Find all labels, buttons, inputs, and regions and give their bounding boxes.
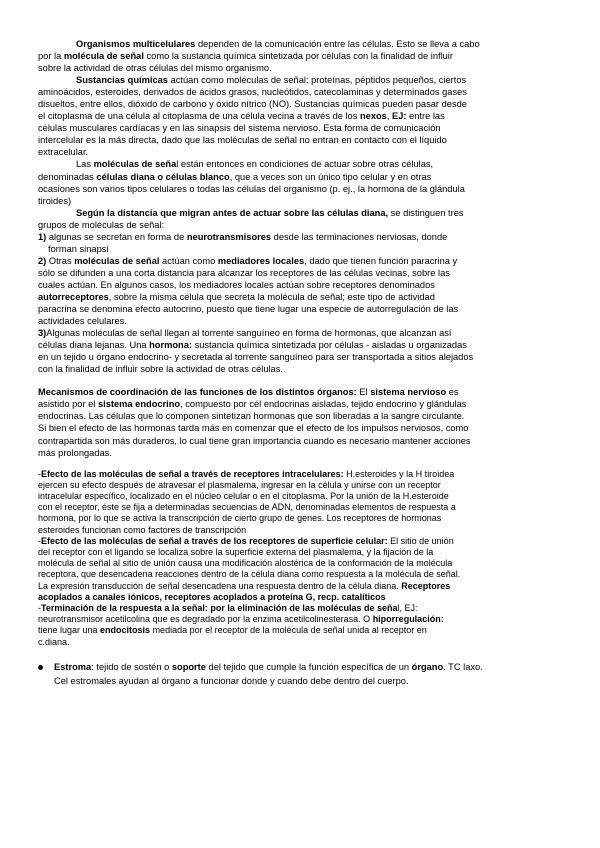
- term-sistema-endocrino: sistema endocrino: [97, 399, 181, 410]
- term-endocitosis: endocitosis: [100, 625, 151, 636]
- term-moleculas-de-senal: moléculas de seña: [93, 159, 177, 170]
- term-hormona: hormona:: [149, 340, 192, 351]
- term-organismos-multicelulares: Organismos multicelulares: [76, 39, 196, 49]
- bullet-dot-icon: [38, 665, 43, 670]
- paragraph-multicellular: Organismos multicelulares dependen de la comunicación entre las células. Esto se lleva a cabo por la molécula de señal como la sustancia química sintetizada por células con la finalidad de influir sobre la actividad de otras células del mismo organismo.: [38, 39, 480, 74]
- heading-mecanismos: Mecanismos de coordinación de las funciones de los distintos órganos:: [38, 387, 357, 398]
- heading-segun-distancia: Según la distancia que migran antes de actuar sobre las células diana,: [76, 207, 389, 218]
- term-soporte: soporte: [171, 661, 206, 672]
- term-organo: órgano: [411, 661, 444, 672]
- term-celulas-diana: células diana o células blanco: [96, 171, 230, 182]
- term-nexos: nexos: [359, 111, 387, 122]
- paragraph-efectos: -Efecto de las moléculas de señal a través de receptores intracelulares: H.esteroides y la H tiroidea ejercen su efecto después de atravesar el plasmalema, ingresar en la célula y unirse con un receptor intracelular específico, localizado en el núcleo celular o en el citoplasma. Por la unión de la H.esteroide con el receptor, éste se fija a determinadas secuencias de ADN, denominadas elementos de respuesta a hormona, por lo que se activa la transcripción de cierto grupo de genes. Los receptores de hormonas esteroides funcionan como factores de transcripción -Efecto de las moléculas de señal a través de los receptores de superficie celular: El sitio de unión del receptor con el ligando se localiza sobre la superficie externa del plasmalema, y la fijación de la molécula de señal al sitio de unión causa una modificación alostérica de la conformación de la molécula receptora, que desencadena reacciones dentro de la célula diana como respuesta a la molécula de señal. La expresión transducción de señal desencadena una respuesta dentro de la célula diana. Receptores acoplados a canales iónicos, receptores acoplados a proteína G, recp. catalíticos -Terminación de la respuesta a la señal: por la eliminación de las moléculas de señal, EJ: neurotransmisor acetilcolina que es degradado por la enzima acetilcolinesterasa. O hiporregulación: tiene lugar una endocitosis mediada por el receptor de la molécula de señal unida al receptor en c.diana.: [38, 468, 461, 647]
- term-molecula-de-senal: molécula de señal: [63, 51, 144, 62]
- term-sustancias-quimicas: Sustancias químicas: [76, 75, 168, 86]
- term-tipos-receptores: acoplados a canales iónicos, receptores acoplados a proteína G, recp. catalíticos: [38, 591, 386, 602]
- term-neurotransmisores: neurotransmisores: [186, 231, 272, 242]
- term-sistema-nervioso: sistema nervioso: [370, 387, 447, 398]
- paragraph-mecanismos: Mecanismos de coordinación de las funciones de los distintos órganos: El sistema nervioso es asistido por el sistema endocrino, compuesto por cél endocrinas aisladas, tejido endocrino y glándulas endocrinas. Las células que lo componen sintetizan hormonas que son liberadas a la sangre circulante. Si bien el efecto de las hormonas tarda más en comenzar que el efecto de los impulsos nerviosos, como contrapartida son más duraderos, lo cual tiene gran importancia cuando es necesario mantener acciones más prolongadas.: [38, 387, 471, 458]
- paragraph-sustancias-quimicas: Sustancias químicas actúan como moléculas de señal: proteínas, péptidos pequeños, ciertos aminoácidos, esteroides, derivados de ácidos grasos, nucleótidos, catecolaminas y determinados gases disueltos, entre ellos, dióxido de carbono y óxido nítrico (NO). Sustancias químicas pueden pasar desde el citoplasma de una célula al citoplasma de una célula vecina a través de los nexos, EJ: entre las células musculares cardíacas y en las sinapsis del sistema nervioso. Esta forma de comunicación intercelular es la más directa, dado que las moléculas de señal no entran en contacto con el líquido extracelular.: [38, 75, 467, 158]
- heading-receptores-intracelulares: Efecto de las moléculas de señal a través de receptores intracelulares:: [41, 468, 344, 479]
- term-autorreceptores: autorreceptores: [38, 291, 109, 302]
- term-hiporregulacion: hiporregulación:: [372, 614, 444, 625]
- term-ej: EJ:: [392, 111, 407, 122]
- heading-terminacion-respuesta: Terminación de la respuesta a la señal: por la eliminación de las moléculas de seña: [41, 603, 398, 614]
- term-estroma: Estroma: [54, 661, 92, 672]
- paragraph-celulas-diana: Las moléculas de señal están entonces en condiciones de actuar sobre otras células, denominadas células diana o células blanco, que a veces son un único tipo celular y en otras ocasiones son varios tipos celulares o todas las células del organismo (p. ej., la hormona de la glándula tiroides): [38, 159, 465, 206]
- bullet-estroma: Estroma: tejido de sostén o soporte del tejido que cumple la función específica de un órgano. TC laxo. Cel estromales ayudan al órgano a funcionar donde y cuando debe dentro del cuerpo.: [46, 660, 564, 689]
- paragraph-distancia: Según la distancia que migran antes de actuar sobre las células diana, se distinguen tres grupos de moléculas de señal: 1) algunas se secretan en forma de neurotransmisores desde las terminaciones nerviosas, donde forman sinapsi 2) Otras moléculas de señal actúan como mediadores locales, dado que tienen función paracrina y sólo se difunden a una corta distancia para alcanzar los receptores de las células vecinas, sobre las cuales actúan. En algunos casos, los mediadores locales actúan sobre receptores denominados autorreceptores, sobre la misma célula que secreta la molécula de señal; este tipo de actividad paracrina se denomina efecto autocrino, puesto que tiene lugar una especie de autorregulación de las actividades celulares. 3)Algunas moléculas de señal llegan al torrente sanguíneo en forma de hormonas, que alcanzan así células diana lejanas. Una hormona: sustancia química sintetizada por células - aisladas u organizadas en un tejido u órgano endocrino- y secretada al torrente sanguíneo para ser transportada a sitios alejados con la finalidad de influir sobre la actividad de otras células.: [38, 207, 474, 375]
- term-mediadores-locales: mediadores locales: [217, 255, 305, 266]
- heading-receptores-superficie: Efecto de las moléculas de señal a través de los receptores de superficie celular:: [41, 535, 388, 546]
